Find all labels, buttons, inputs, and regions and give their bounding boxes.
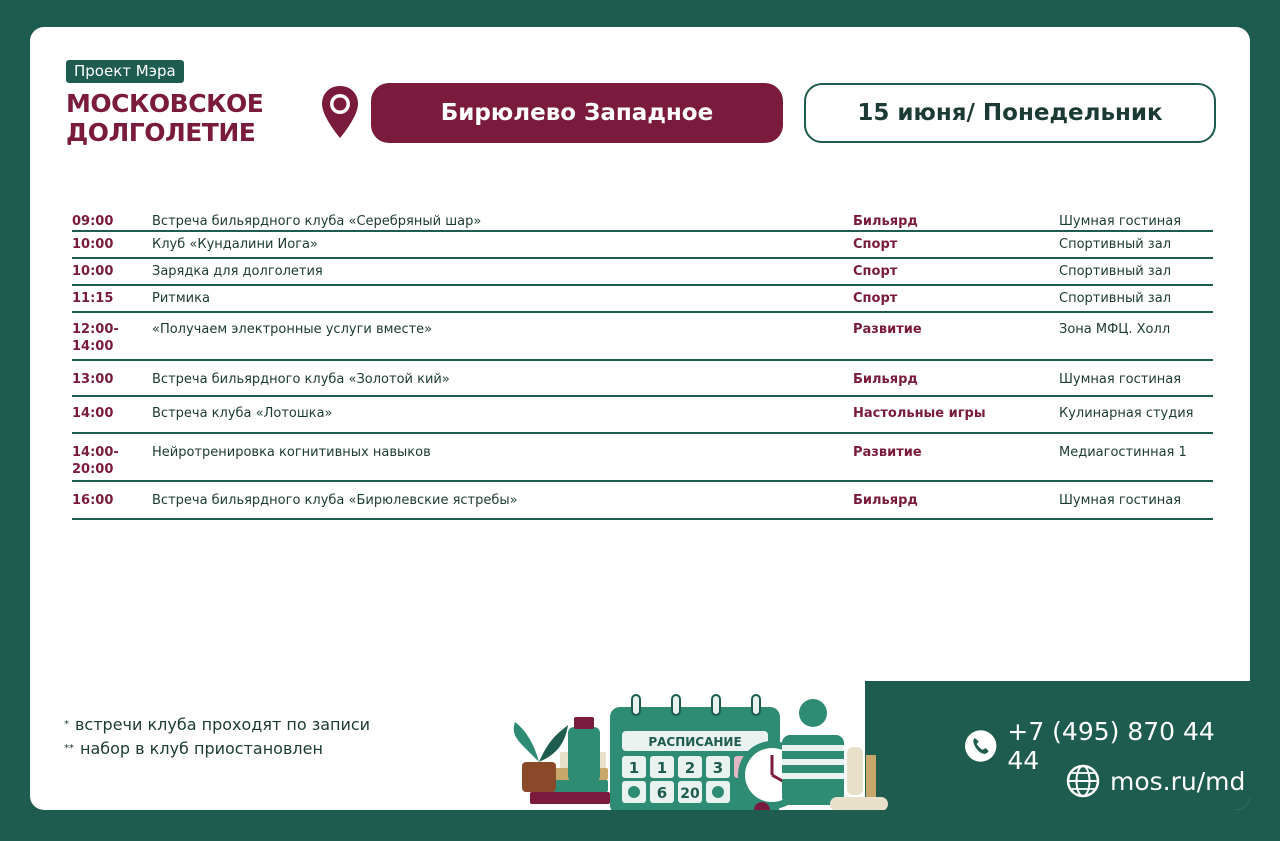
row-title: Встреча бильярдного клуба «Серебряный шар» — [152, 214, 482, 229]
row-place: Кулинарная студия — [1059, 406, 1194, 421]
row-time: 13:00 — [72, 372, 114, 387]
row-category: Бильярд — [853, 372, 918, 387]
row-title: Встреча клуба «Лотошка» — [152, 406, 333, 421]
row-time: 16:00 — [72, 493, 114, 508]
calendar-number: 6 — [656, 784, 668, 802]
row-place: Спортивный зал — [1059, 291, 1171, 306]
row-time: 14:00 — [72, 406, 114, 421]
schedule-row — [72, 286, 1213, 313]
phone-number: +7 (495) 870 44 44 — [1007, 717, 1215, 775]
schedule-row — [72, 397, 1213, 434]
footnote-2-mark: ** — [64, 743, 74, 754]
row-time: 11:15 — [72, 291, 114, 306]
schedule-row — [72, 482, 1213, 520]
row-title: Нейротренировка когнитивных навыков — [152, 445, 431, 460]
row-title: Зарядка для долголетия — [152, 264, 323, 279]
row-time: 09:00 — [72, 214, 114, 229]
row-title: Встреча бильярдного клуба «Бирюлевские ястребы» — [152, 493, 518, 508]
row-title: Клуб «Кундалини Иога» — [152, 237, 318, 252]
row-time: 10:00 — [72, 237, 114, 252]
row-category: Настольные игры — [853, 406, 986, 421]
calendar-number: 2 — [684, 759, 696, 777]
row-place: Спортивный зал — [1059, 237, 1171, 252]
phone-icon — [964, 729, 997, 763]
row-time: 12:00- 14:00 — [72, 322, 119, 354]
row-place: Шумная гостиная — [1059, 493, 1182, 508]
schedule-table — [72, 205, 1213, 520]
row-title: «Получаем электронные услуги вместе» — [152, 322, 433, 337]
calendar-number: 3 — [712, 759, 724, 777]
footnote-1 — [64, 713, 370, 737]
globe-icon — [1066, 764, 1100, 798]
schedule-row — [72, 361, 1213, 397]
calendar-label: РАСПИСАНИЕ — [648, 735, 742, 749]
row-place: Зона МФЦ. Холл — [1059, 322, 1171, 337]
project-badge: Проект Мэра — [66, 60, 184, 83]
footnote-1-text: встречи клуба проходят по записи — [75, 715, 371, 734]
calendar-illustration — [410, 647, 890, 810]
row-category: Спорт — [853, 291, 898, 306]
footnote-2-text: набор в клуб приостановлен — [80, 739, 323, 758]
row-title: Встреча бильярдного клуба «Золотой кий» — [152, 372, 450, 387]
schedule-row — [72, 313, 1213, 361]
schedule-row — [72, 434, 1213, 482]
schedule-row — [72, 259, 1213, 286]
row-time: 14:00- 20:00 — [72, 445, 119, 477]
row-category: Спорт — [853, 264, 898, 279]
website-url: mos.ru/md — [1110, 766, 1246, 796]
row-place: Медиагостинная 1 — [1059, 445, 1187, 460]
footnote-1-mark: * — [64, 719, 69, 730]
row-place: Спортивный зал — [1059, 264, 1171, 279]
calendar-number: 1 — [656, 759, 668, 777]
logo-line-2: ДОЛГОЛЕТИЕ — [66, 118, 256, 147]
row-category: Бильярд — [853, 214, 918, 229]
website-link[interactable] — [1066, 764, 1245, 798]
footnotes — [64, 713, 370, 761]
district-banner: Бирюлево Западное — [371, 83, 783, 143]
footnote-2 — [64, 737, 370, 761]
calendar-number: 20 — [680, 786, 700, 802]
row-place: Шумная гостиная — [1059, 372, 1182, 387]
date-banner: 15 июня/ Понедельник — [804, 83, 1216, 143]
location-pin-icon — [319, 84, 361, 142]
schedule-row — [72, 232, 1213, 259]
row-category: Развитие — [853, 322, 922, 337]
row-title: Ритмика — [152, 291, 210, 306]
logo-line-1: МОСКОВСКОЕ — [66, 89, 264, 118]
row-category: Бильярд — [853, 493, 918, 508]
row-time: 10:00 — [72, 264, 114, 279]
calendar-number: 1 — [628, 759, 640, 777]
row-category: Спорт — [853, 237, 898, 252]
row-place: Шумная гостиная — [1059, 214, 1182, 229]
row-category: Развитие — [853, 445, 922, 460]
schedule-card — [30, 27, 1250, 810]
schedule-row — [72, 205, 1213, 232]
